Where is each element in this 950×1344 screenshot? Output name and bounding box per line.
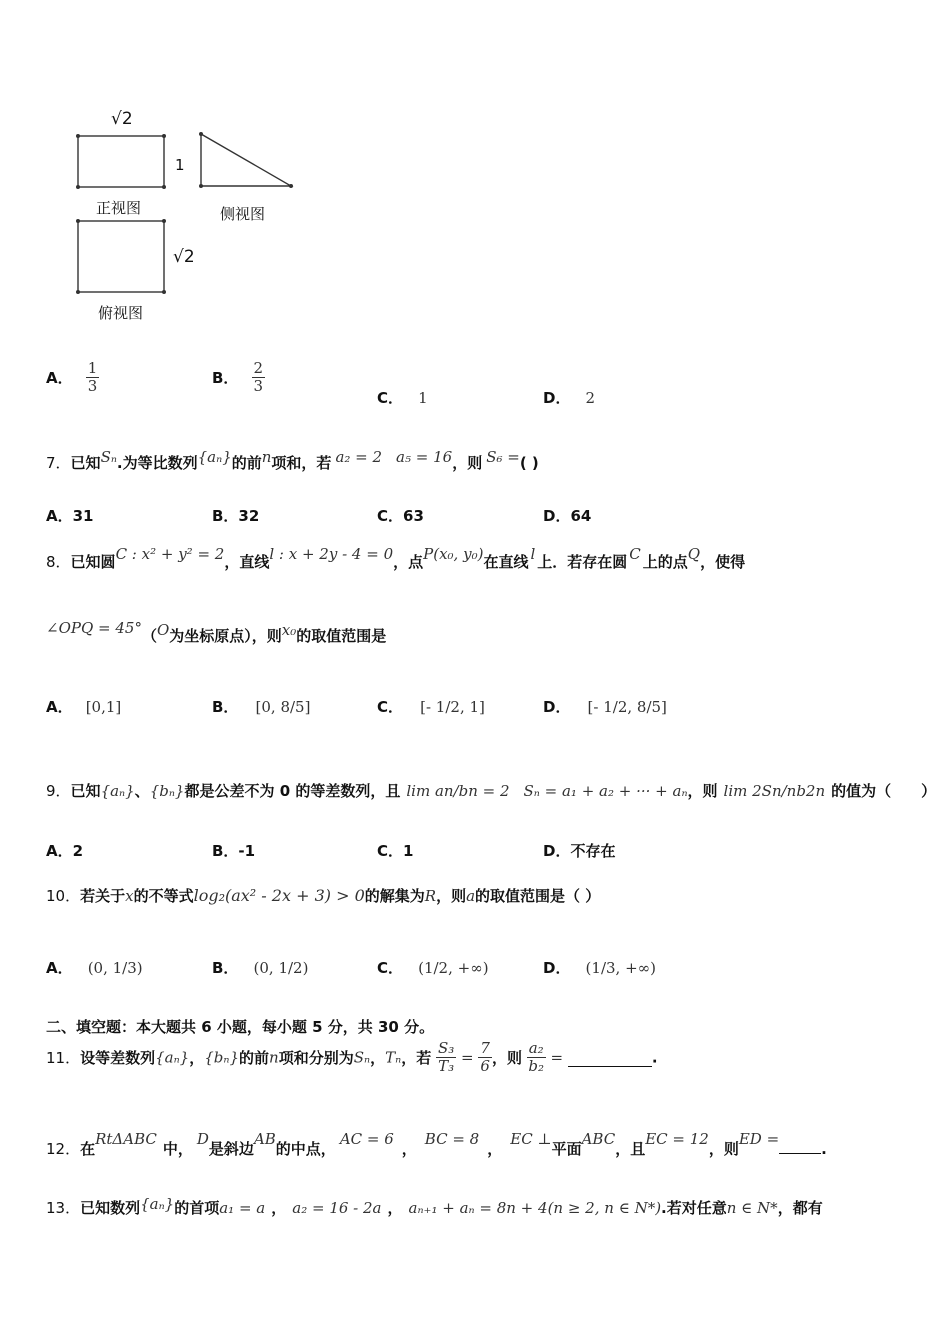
text: .	[651, 1048, 658, 1067]
text: 已知	[70, 454, 101, 472]
text: ，且	[615, 1140, 646, 1158]
denominator: 3	[87, 377, 98, 395]
option-value: (0, 1/2)	[253, 959, 309, 977]
text: 在直线	[483, 553, 529, 571]
text: ，	[387, 1199, 403, 1217]
question-number: 9．	[46, 782, 71, 800]
equals: =	[545, 1048, 568, 1067]
text: 上．若存在圆	[537, 553, 628, 571]
option-value: (0, 1/3)	[87, 959, 143, 977]
option-letter: C．	[377, 698, 404, 716]
math-an: {aₙ}	[140, 1195, 175, 1213]
dim-one: 1	[175, 156, 185, 174]
q6-option-b[interactable]	[212, 360, 265, 395]
answer-blank[interactable]	[568, 1048, 652, 1067]
text: 的前	[231, 454, 262, 472]
top-view-rect	[78, 221, 164, 292]
math-a: a	[466, 887, 476, 905]
text: ，则	[436, 887, 467, 905]
question-number: 13．	[46, 1199, 81, 1217]
option-fraction	[86, 360, 100, 395]
math-bn: {bₙ}	[149, 782, 185, 800]
text: 项和，若	[271, 454, 332, 472]
text: .若对任意	[661, 1199, 727, 1217]
equals: =	[456, 1048, 479, 1067]
text: 为坐标原点），则	[169, 627, 282, 645]
denominator: b₂	[528, 1057, 545, 1075]
math-r: R	[424, 887, 437, 905]
math-sn: Sₙ	[100, 448, 117, 466]
q9-option-a[interactable]: A．2	[46, 842, 84, 860]
math-triangle: RtΔABC	[95, 1130, 157, 1148]
question-number: 10．	[46, 887, 81, 905]
text: 项和分别为	[278, 1049, 354, 1067]
text: ，	[271, 1199, 287, 1217]
math-a5: a₅ = 16	[396, 448, 453, 466]
text: 设等差数列	[80, 1049, 156, 1067]
math-n: n	[261, 448, 272, 466]
text: 上的点	[642, 553, 688, 571]
answer-paren: ( )	[519, 454, 539, 472]
front-view-rect	[78, 136, 164, 187]
math-a2: a₂ = 16 - 2a	[292, 1199, 382, 1217]
math-lim1: lim an/bn = 2	[406, 782, 510, 800]
math-lim2: lim 2Sn/nb2n	[723, 782, 826, 800]
dim-sqrt2-side: √2	[173, 247, 195, 267]
text: 是斜边	[208, 1140, 254, 1158]
text: ，	[370, 1049, 386, 1067]
option-letter: A．	[46, 369, 73, 387]
math-sn: Sₙ = a₁ + a₂ + ··· + aₙ	[523, 782, 688, 800]
option-letter: C．	[377, 959, 404, 977]
q8-option-b[interactable]	[212, 696, 310, 717]
text: ，都有	[777, 1199, 823, 1217]
option-letter: D．	[543, 959, 571, 977]
math-a1: a₁ = a	[219, 1199, 266, 1217]
question-9	[46, 780, 936, 801]
math-n-in-n: n ∈ N*	[726, 1199, 778, 1217]
option-value: 2	[585, 389, 596, 407]
option-value: [- 1/2, 1]	[420, 698, 485, 716]
q6-option-d[interactable]	[543, 387, 595, 408]
math-line: l : x + 2y - 4 = 0	[269, 545, 394, 563]
math-c: C	[629, 545, 641, 563]
question-12	[46, 1130, 827, 1159]
text: ，若	[401, 1049, 432, 1067]
math-l: l	[530, 545, 536, 563]
option-value: 1	[418, 389, 428, 407]
dim-sqrt2-top: √2	[111, 109, 133, 129]
text: 的前	[239, 1049, 270, 1067]
math-s6: S₆ =	[486, 448, 520, 466]
text: 的解集为	[364, 887, 425, 905]
option-fraction	[252, 360, 266, 395]
numerator: 7	[480, 1039, 490, 1057]
text: 都是公差不为 0 的等差数列，且	[184, 782, 401, 800]
question-13	[46, 1197, 823, 1218]
text: 的取值范围是	[296, 627, 387, 645]
text: 的不等式	[133, 887, 194, 905]
q10-option-d[interactable]	[543, 957, 656, 978]
math-sn: Sₙ	[353, 1048, 371, 1067]
math-an: {aₙ}	[197, 448, 232, 466]
math-bn: {bₙ}	[204, 1048, 240, 1067]
math-bc: BC = 8	[424, 1130, 480, 1148]
numerator: a₂	[528, 1039, 544, 1057]
math-x0: x₀	[281, 621, 297, 639]
text: 在	[80, 1140, 96, 1158]
option-value: [- 1/2, 8/5]	[587, 698, 667, 716]
math-abc: ABC	[581, 1130, 616, 1148]
ratio-s3-t3	[436, 1040, 456, 1075]
text: ，则	[491, 1049, 522, 1067]
text: ，则	[687, 782, 718, 800]
q10-option-b[interactable]	[212, 957, 308, 978]
math-an: {aₙ}	[100, 782, 135, 800]
text: （	[141, 627, 157, 645]
math-d: D	[196, 1130, 209, 1148]
math-n: n	[269, 1048, 279, 1067]
denominator: 6	[480, 1057, 490, 1075]
option-letter: A．	[46, 698, 73, 716]
math-x: x	[125, 887, 134, 905]
question-8	[46, 545, 746, 572]
denominator: 3	[253, 377, 264, 395]
question-10	[46, 885, 600, 906]
answer-blank[interactable]	[779, 1139, 821, 1154]
q8-option-a[interactable]	[46, 696, 121, 717]
math-angle: ∠OPQ = 45°	[46, 619, 142, 637]
math-o: O	[156, 621, 170, 639]
question-8-line2	[46, 619, 387, 646]
ratio-7-6	[478, 1040, 492, 1075]
q9-option-d[interactable]: D．不存在	[543, 842, 616, 860]
numerator: 1	[87, 359, 98, 377]
math-recurrence: aₙ₊₁ + aₙ = 8n + 4(n ≥ 2, n ∈ N*)	[408, 1199, 662, 1217]
q8-option-d[interactable]	[543, 696, 667, 717]
option-letter: D．	[543, 389, 571, 407]
question-7	[46, 448, 539, 473]
text: 平面	[551, 1140, 582, 1158]
math-an: {aₙ}	[155, 1048, 190, 1067]
option-letter: C．	[377, 389, 404, 407]
section-heading: 二、填空题：本大题共 6 小题，每小题 5 分，共 30 分。	[46, 1018, 435, 1036]
option-letter: D．	[543, 698, 571, 716]
text: 的取值范围是（ ）	[475, 887, 601, 905]
q10-option-c[interactable]	[377, 957, 489, 978]
text: 的首项	[174, 1199, 220, 1217]
text: .	[821, 1140, 827, 1158]
math-ac: AC = 6	[339, 1130, 394, 1148]
text: 的值为（ ）	[831, 782, 937, 800]
text: 、	[134, 782, 150, 800]
q7-option-a[interactable]: A．31	[46, 507, 94, 525]
q9-option-b[interactable]: B．-1	[212, 842, 256, 860]
math-ab: AB	[253, 1130, 276, 1148]
denominator: T₃	[438, 1057, 455, 1075]
text: ，	[189, 1049, 205, 1067]
q10-option-a[interactable]	[46, 957, 143, 978]
text: .为等比数列	[116, 454, 198, 472]
option-value: (1/2, +∞)	[418, 959, 489, 977]
q7-option-b[interactable]: B．32	[212, 507, 260, 525]
math-tn: Tₙ	[385, 1048, 402, 1067]
text: ，直线	[224, 553, 270, 571]
math-inequality: log₂(ax² - 2x + 3) > 0	[193, 886, 365, 905]
math-circle: C : x² + y² = 2	[115, 545, 225, 563]
side-view-label: 侧视图	[220, 205, 266, 223]
text: ，使得	[700, 553, 746, 571]
text: 中，	[162, 1140, 193, 1158]
text: ，则	[452, 454, 483, 472]
ratio-a2-b2	[527, 1040, 546, 1075]
option-letter: A．	[46, 959, 73, 977]
text: 已知圆	[70, 553, 116, 571]
option-letter: B．	[212, 959, 239, 977]
option-letter: B．	[212, 698, 239, 716]
question-number: 12．	[46, 1140, 81, 1158]
question-11	[46, 1040, 658, 1075]
q6-option-c[interactable]	[377, 387, 428, 408]
text: 若关于	[80, 887, 126, 905]
q9-option-c[interactable]: C．1	[377, 842, 414, 860]
math-point: P(x₀, y₀)	[423, 545, 484, 563]
q6-option-a[interactable]	[46, 360, 99, 395]
math-a2: a₂ = 2	[335, 448, 383, 466]
text: ，	[401, 1140, 417, 1158]
text: ，点	[393, 553, 424, 571]
math-q: Q	[687, 545, 701, 563]
math-ed: ED =	[738, 1130, 780, 1148]
text: 已知	[70, 782, 101, 800]
question-number: 7．	[46, 454, 71, 472]
question-number: 8．	[46, 553, 71, 571]
front-view-label: 正视图	[96, 199, 142, 217]
numerator: S₃	[437, 1039, 455, 1057]
q7-option-c[interactable]: C．63	[377, 507, 424, 525]
option-value: [0,1]	[85, 698, 122, 716]
math-ec12: EC = 12	[645, 1130, 709, 1148]
option-value: (1/3, +∞)	[585, 959, 656, 977]
option-letter: B．	[212, 369, 239, 387]
text: 已知数列	[80, 1199, 141, 1217]
side-view-triangle	[201, 134, 291, 186]
q7-option-d[interactable]: D．64	[543, 507, 592, 525]
top-view-label: 俯视图	[98, 304, 144, 322]
q8-option-c[interactable]	[377, 696, 485, 717]
option-value: [0, 8/5]	[255, 698, 311, 716]
text: 的中点，	[275, 1140, 336, 1158]
math-ec-perp: EC ⊥	[510, 1130, 552, 1148]
question-number: 11．	[46, 1049, 81, 1067]
numerator: 2	[253, 359, 264, 377]
text: ，	[487, 1140, 503, 1158]
text: ，则	[708, 1140, 739, 1158]
